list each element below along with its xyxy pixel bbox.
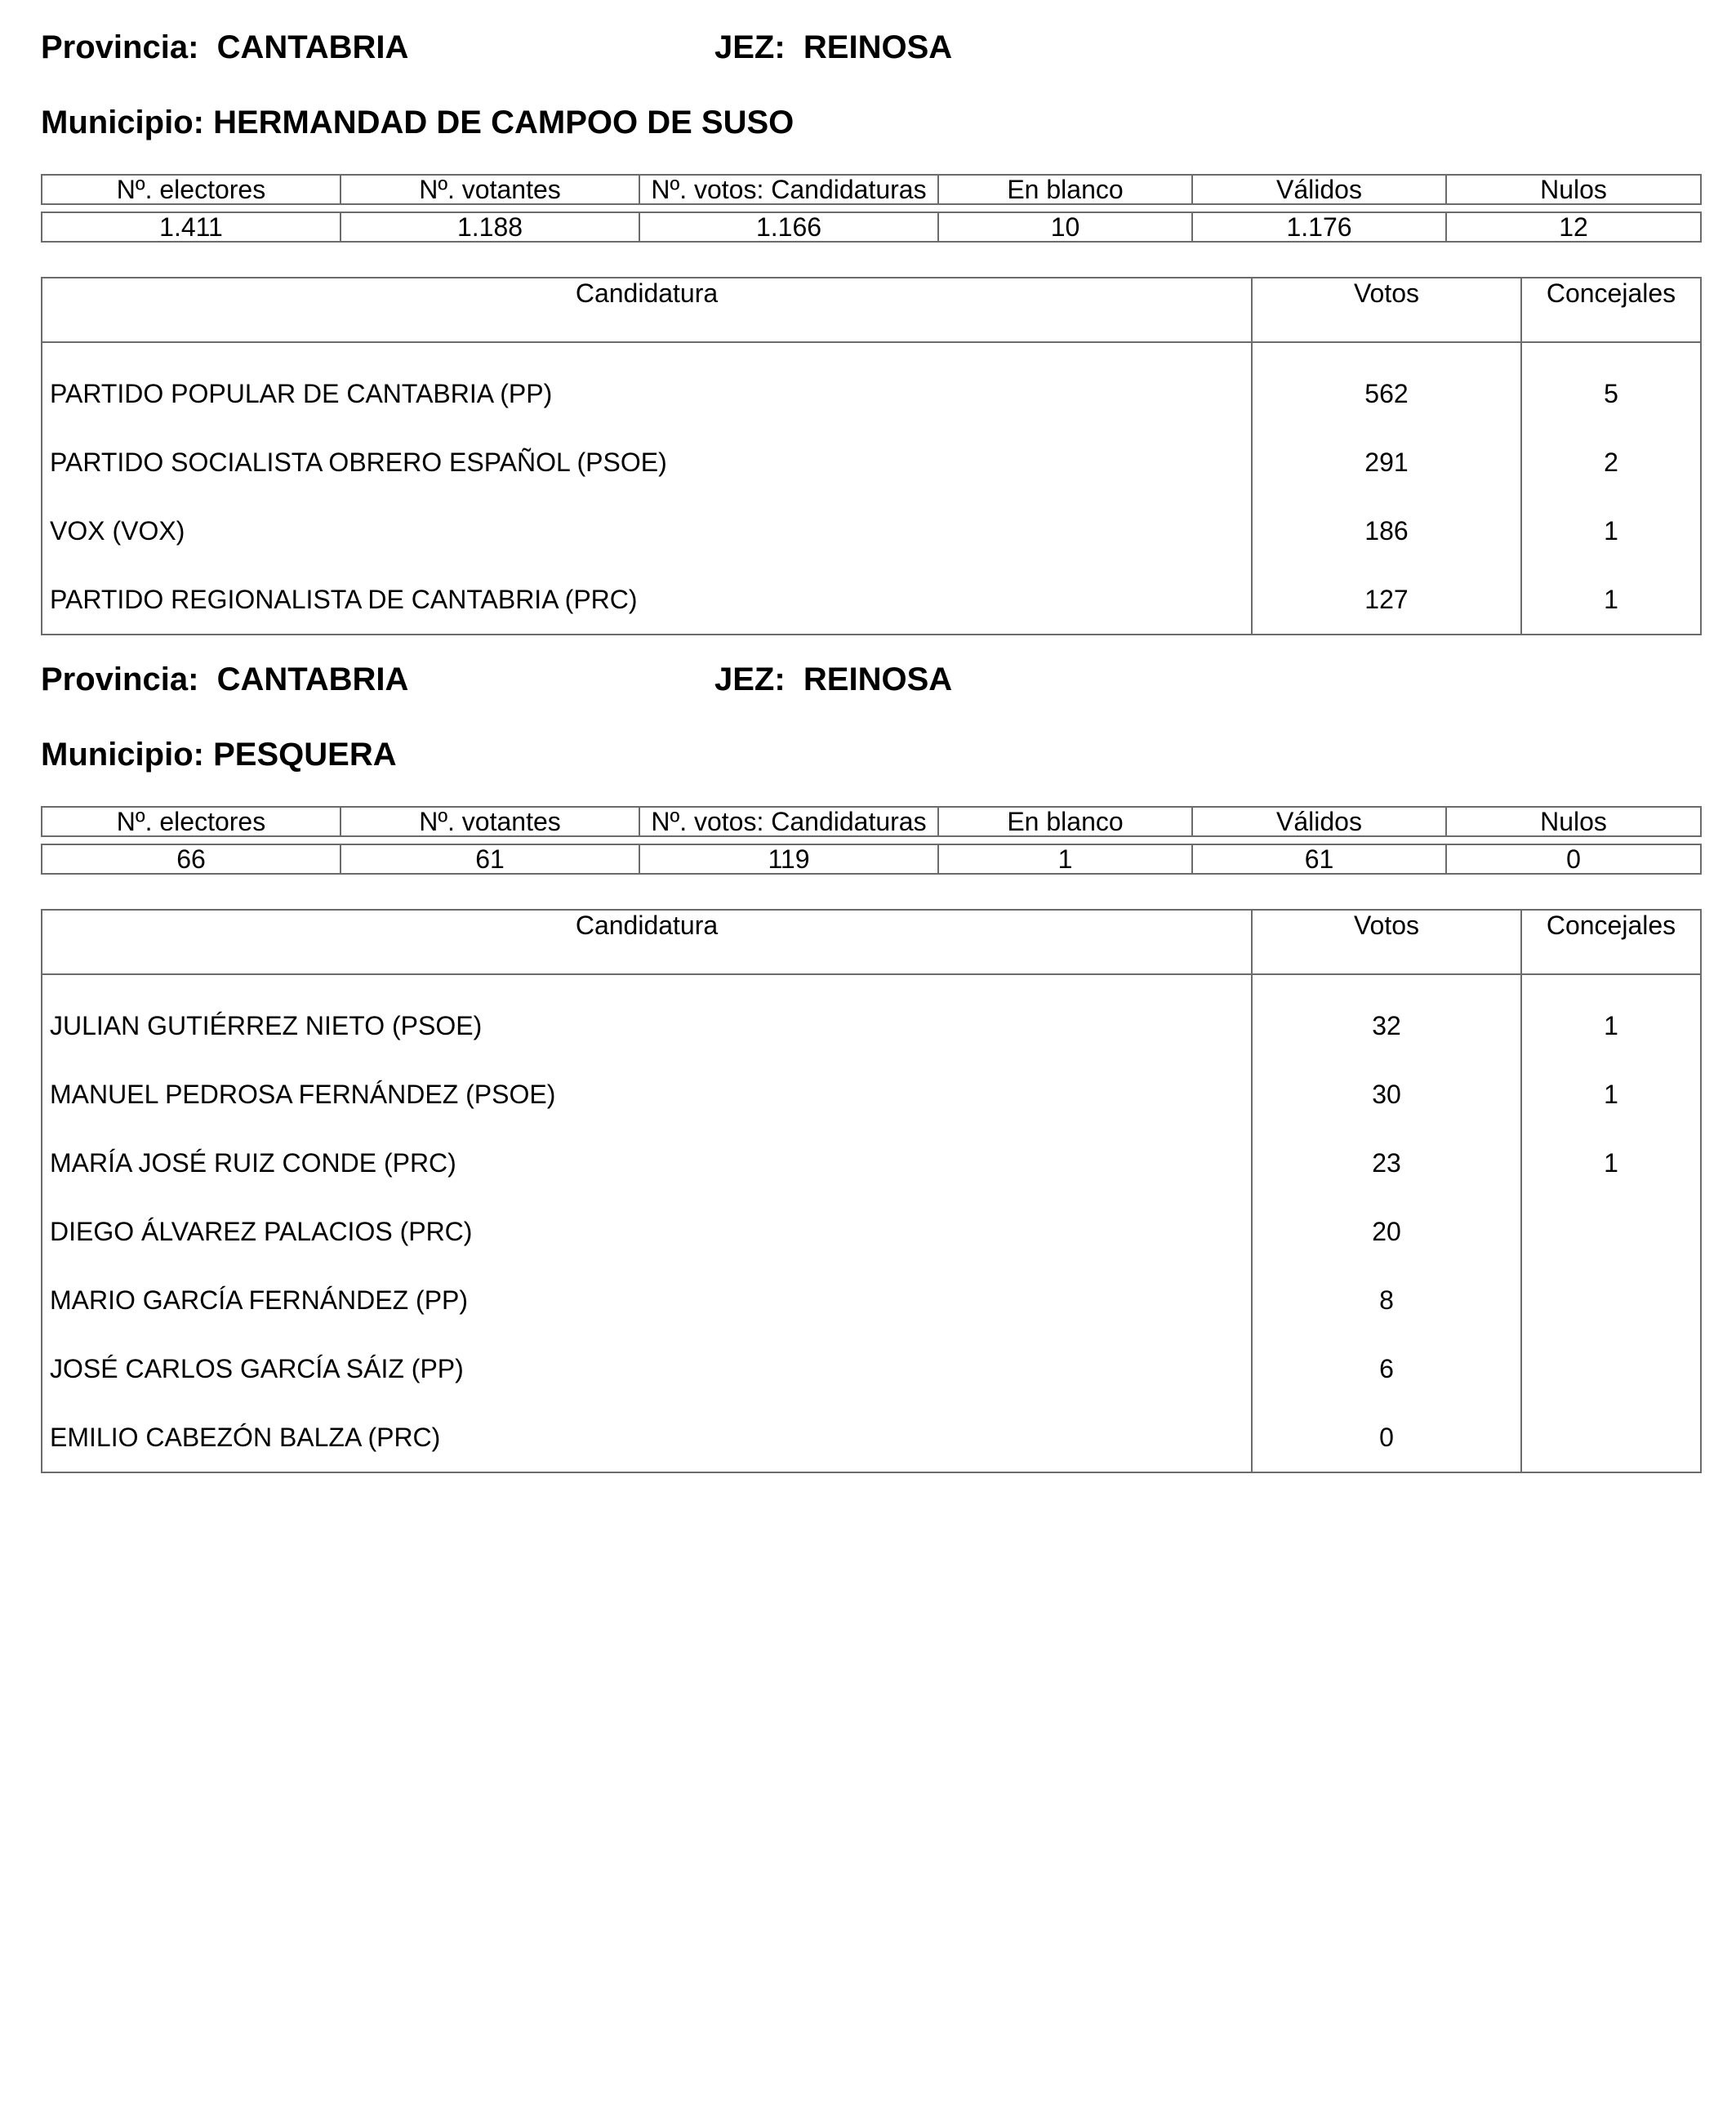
summary-value-cell: 0 (1446, 844, 1701, 874)
municipio-value: HERMANDAD DE CAMPOO DE SUSO (213, 105, 795, 140)
candidates-header-row (42, 910, 1701, 974)
candidates-table (41, 909, 1702, 1473)
votos-cell: 20 (1252, 1197, 1521, 1266)
summary-header-cell: Nº. electores (42, 175, 341, 204)
candidatura-header: Candidatura (42, 278, 1252, 342)
summary-value-cell: 119 (639, 844, 938, 874)
table-row (42, 1197, 1701, 1266)
summary-value-cell: 1.188 (341, 212, 639, 242)
candidatura-cell: DIEGO ÁLVAREZ PALACIOS (PRC) (50, 1217, 473, 1246)
summary-header-cell: Nulos (1446, 807, 1701, 836)
jez-heading (714, 27, 952, 68)
concejales-cell: 1 (1521, 565, 1701, 635)
summary-header-cell: Nº. votantes (341, 807, 639, 836)
concejales-cell: 1 (1521, 497, 1701, 565)
summary-value-cell: 1.411 (42, 212, 341, 242)
summary-value-cell: 10 (938, 212, 1192, 242)
summary-header-cell: Válidos (1192, 175, 1446, 204)
votos-cell: 6 (1252, 1334, 1521, 1403)
provincia-label: Provincia: (41, 661, 199, 697)
summary-value-cell: 1.166 (639, 212, 938, 242)
municipio-value: PESQUERA (213, 737, 397, 773)
jez-value: REINOSA (803, 29, 953, 65)
summary-header-cell: Nº. votos: Candidaturas (639, 175, 938, 204)
municipio-heading (41, 734, 397, 775)
provincia-heading (41, 659, 408, 700)
votos-cell: 8 (1252, 1266, 1521, 1334)
summary-header-cell: En blanco (938, 807, 1192, 836)
summary-value-cell: 1.176 (1192, 212, 1446, 242)
jez-heading (714, 659, 952, 700)
concejales-cell (1521, 1334, 1701, 1403)
concejales-header: Concejales (1521, 278, 1701, 342)
votos-cell: 127 (1252, 565, 1521, 635)
table-row (42, 1129, 1701, 1197)
votos-cell: 0 (1252, 1403, 1521, 1472)
summary-value-cell: 66 (42, 844, 341, 874)
candidatura-cell: JULIAN GUTIÉRREZ NIETO (PSOE) (50, 1011, 483, 1040)
candidatura-cell: PARTIDO SOCIALISTA OBRERO ESPAÑOL (PSOE) (50, 448, 667, 477)
concejales-cell (1521, 1403, 1701, 1472)
candidatura-cell: MANUEL PEDROSA FERNÁNDEZ (PSOE) (50, 1080, 556, 1109)
candidates-header-row (42, 278, 1701, 342)
table-row (42, 497, 1701, 565)
jez-value: REINOSA (803, 661, 953, 697)
summary-value-row (42, 212, 1701, 242)
municipio-heading (41, 102, 794, 143)
concejales-cell (1521, 1197, 1701, 1266)
summary-value-cell: 61 (1192, 844, 1446, 874)
candidatura-cell: PARTIDO POPULAR DE CANTABRIA (PP) (50, 379, 553, 408)
jez-label: JEZ: (714, 661, 786, 697)
summary-header-cell: Válidos (1192, 807, 1446, 836)
votos-cell: 186 (1252, 497, 1521, 565)
candidatura-cell: JOSÉ CARLOS GARCÍA SÁIZ (PP) (50, 1354, 464, 1383)
candidatura-cell: MARIO GARCÍA FERNÁNDEZ (PP) (50, 1285, 469, 1315)
concejales-cell: 1 (1521, 1129, 1701, 1197)
summary-value-cell: 12 (1446, 212, 1701, 242)
summary-table (41, 806, 1702, 875)
municipio-label: Municipio: (41, 737, 204, 773)
summary-header-cell: Nº. votantes (341, 175, 639, 204)
concejales-header: Concejales (1521, 910, 1701, 974)
summary-value-cell: 1 (938, 844, 1192, 874)
summary-header-row (42, 175, 1701, 204)
concejales-cell: 5 (1521, 359, 1701, 428)
provincia-label: Provincia: (41, 29, 199, 65)
table-row (42, 1060, 1701, 1129)
votos-cell: 30 (1252, 1060, 1521, 1129)
candidatura-cell: EMILIO CABEZÓN BALZA (PRC) (50, 1423, 441, 1452)
summary-value-cell: 61 (341, 844, 639, 874)
provincia-value: CANTABRIA (216, 29, 409, 65)
table-row (42, 1334, 1701, 1403)
summary-value-row (42, 844, 1701, 874)
concejales-cell: 1 (1521, 991, 1701, 1060)
jez-label: JEZ: (714, 29, 786, 65)
summary-header-row (42, 807, 1701, 836)
summary-header-cell: Nº. votos: Candidaturas (639, 807, 938, 836)
table-row (42, 565, 1701, 635)
municipio-label: Municipio: (41, 105, 204, 140)
summary-header-cell: Nulos (1446, 175, 1701, 204)
table-row (42, 359, 1701, 428)
candidatura-header: Candidatura (42, 910, 1252, 974)
provincia-heading (41, 27, 408, 68)
concejales-cell: 2 (1521, 428, 1701, 497)
concejales-cell: 1 (1521, 1060, 1701, 1129)
votos-header: Votos (1252, 278, 1521, 342)
concejales-cell (1521, 1266, 1701, 1334)
votos-cell: 32 (1252, 991, 1521, 1060)
table-row (42, 1266, 1701, 1334)
candidates-table (41, 277, 1702, 635)
summary-header-cell: Nº. electores (42, 807, 341, 836)
summary-header-cell: En blanco (938, 175, 1192, 204)
summary-table (41, 174, 1702, 243)
candidatura-cell: MARÍA JOSÉ RUIZ CONDE (PRC) (50, 1148, 456, 1178)
votos-header: Votos (1252, 910, 1521, 974)
votos-cell: 23 (1252, 1129, 1521, 1197)
votos-cell: 291 (1252, 428, 1521, 497)
table-row (42, 991, 1701, 1060)
provincia-value: CANTABRIA (216, 661, 409, 697)
candidatura-cell: VOX (VOX) (50, 516, 185, 546)
votos-cell: 562 (1252, 359, 1521, 428)
candidatura-cell: PARTIDO REGIONALISTA DE CANTABRIA (PRC) (50, 585, 638, 614)
table-row (42, 1403, 1701, 1472)
table-row (42, 428, 1701, 497)
